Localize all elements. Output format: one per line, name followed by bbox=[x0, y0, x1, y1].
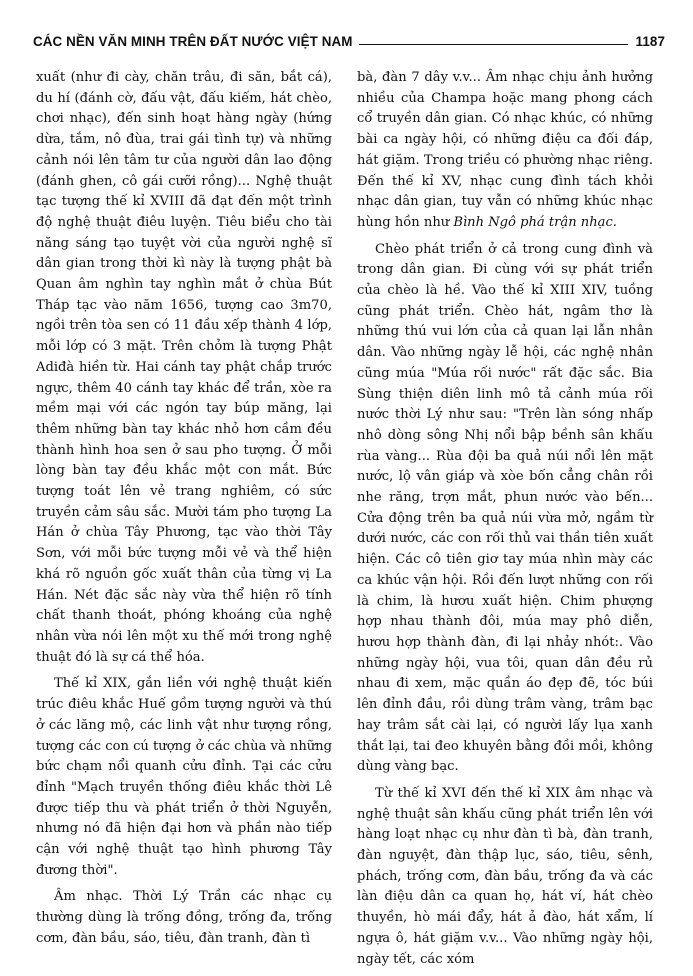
left-column bbox=[36, 68, 332, 956]
paragraph-text: bà, đàn 7 dây v.v... Âm nhạc chịu ảnh hưởng nhiều của Champa hoặc mang phong cách cổ truyền dân gian. Có nhạc khúc, có những bài ca ngày hội, có những điệu ca đối đáp, hát giặm. Trong triều có phường nhạc riêng. Đến thế kỉ XV, nhạc cung đình tách khỏi nhạc dân gian, tuy vẫn có những khúc nhạc hùng hồn như bbox=[357, 70, 653, 230]
paragraph bbox=[357, 68, 653, 234]
paragraph: Thế kỉ XIX, gắn liền với nghệ thuật kiến trúc điêu khắc Huế gồm tượng người và thú ở các lăng mộ, các linh vật như tượng rồng, tượng các con cú tượng ở các chùa và những bức chạm nổi quanh cửu đỉnh. Tại các cửu đỉnh "Mạch truyền thống điêu khắc thời Lê được tiếp thu và phát triển ở thời Nguyễn, nhưng nó đã hiện đại hơn và phần nào tiếp cận với nghệ thuật tạo hình phương Tây đương thời". bbox=[36, 676, 332, 878]
paragraph: Từ thế kỉ XVI đến thế kỉ XIX âm nhạc và nghệ thuật sân khấu cũng phát triển lên với hàng loạt nhạc cụ như đàn tì bà, đàn tranh, đàn nguyệt, đàn thập lục, sáo, tiêu, sênh, phách, trống cơm, đàn bầu, trống đa và các làn điệu dân ca quan họ, hát ví, hát chèo thuyền, hò mái đẩy, hát ả đào, hát xẩm, lí ngựa ô, hát giặm v.v... Vào những ngày hội, ngày tết, các xóm bbox=[357, 785, 653, 967]
paragraph: xuất (như đi cày, chăn trâu, đi săn, bắt cá), du hí (đánh cờ, đấu vật, đấu kiếm, hát chèo, chơi nhạc), đến sinh hoạt hàng ngày (hứng dừa, tắm, nô đùa, trai gái tình tự) và những cảnh nói lên tâm tư của người dân lao động (đánh ghen, cô gái cưỡi rồng)... Nghệ thuật tạc tượng thế kỉ XVIII đã đạt đến một trình độ nghệ thuật điêu luyện. Tiêu biểu cho tài năng sáng tạo tuyệt vời của người nghệ sĩ dân gian trong thời kì này là tượng phật bà Quan âm nghìn tay nghìn mắt ở chùa Bút Tháp tạc vào năm 1656, tượng cao 3m70, ngồi trên tòa sen có 11 đầu xếp thành 4 lớp, mỗi lớp có 3 mặt. Trên chỏm là tượng Phật Adiđà hiền từ. Hai cánh tay phật chắp trước ngực, thêm 40 cánh tay khác để trần, xòe ra mềm mại với các ngón tay búp măng, lại thêm những bàn tay khác nhỏ hơn cầm đều thành hình hoa sen ở sau pho tượng. Ở mỗi lòng bàn tay đều khắc một con mắt. Bức tượng toát lên vẻ trang nghiêm, có sức truyền cảm sâu sắc. Mười tám pho tượng La Hán ở chùa Tây Phương, tạc vào thời Tây Sơn, với mỗi bức tượng mỗi vẻ và thể hiện khá rõ nguồn gốc xuất thân của từng vị La Hán. Nét đặc sắc này vừa thể hiện rõ tính chất thanh thoát, phóng khoáng của nghệ nhân vừa nói lên một xu thế mới trong nghệ thuật đó là sự cá thể hóa. bbox=[36, 70, 332, 665]
right-column bbox=[357, 68, 653, 976]
running-title: CÁC NỀN VĂN MINH TRÊN ĐẤT NƯỚC VIỆT NAM bbox=[33, 34, 353, 49]
header-rule bbox=[359, 44, 628, 45]
running-header bbox=[33, 34, 665, 49]
paragraph: Âm nhạc. Thời Lý Trần các nhạc cụ thường dùng là trống đồng, trống đa, trống cơm, đàn bầu, sáo, tiêu, đàn tranh, đàn tì bbox=[36, 889, 332, 946]
paragraph: Chèo phát triển ở cả trong cung đình và trong dân gian. Đi cùng với sự phát triển của chèo là hề. Vào thế kỉ XIII XIV, tuồng cũng phát triển. Chèo hát, ngâm thơ là những thú vui lớn của cả quan lại lẫn nhân dân. Vào những ngày lễ hội, các nghệ nhân cũng múa "Múa rối nước" rất đặc sắc. Bia Sùng thiện diên linh mô tả cảnh múa rối nước thời Lý như sau: "Trên làn sóng nhấp nhô dòng sông Nhị nổi bập bềnh sân khấu rùa vàng... Rùa đội ba quả núi nổi lên mặt nước, lộ vân giáp và xòe bốn cẳng chân rồi nhe răng, trợn mắt, phun nước vào bến... Cửa động trên ba quả núi vừa mở, ngầm từ dưới nước, các con rối thủ vai thần tiên xuất hiện. Các cô tiên giơ tay múa nhìn mày các ca khúc vận hội. Rồi đến lượt những con rối là chim, là hươu xuất hiện. Chim phượng hợp nhau thành đôi, múa may phô diễn, hươu hợp thành đàn, đi lại nhảy nhót:. Vào những ngày hội, vua tôi, quan dân đều rủ nhau đi xem, mặc quần áo đẹp đẽ, tóc búi lên đỉnh đầu, rồi dùng trâm vàng, trâm bạc hay trâm sắt cài lại, có người lấy lụa xanh thắt lại, tai đeo khuyên bằng đồi mồi, không dùng vàng bạc. bbox=[357, 241, 653, 775]
work-title: Bình Ngô phá trận nhạc. bbox=[453, 214, 617, 230]
page-number: 1187 bbox=[635, 34, 665, 49]
